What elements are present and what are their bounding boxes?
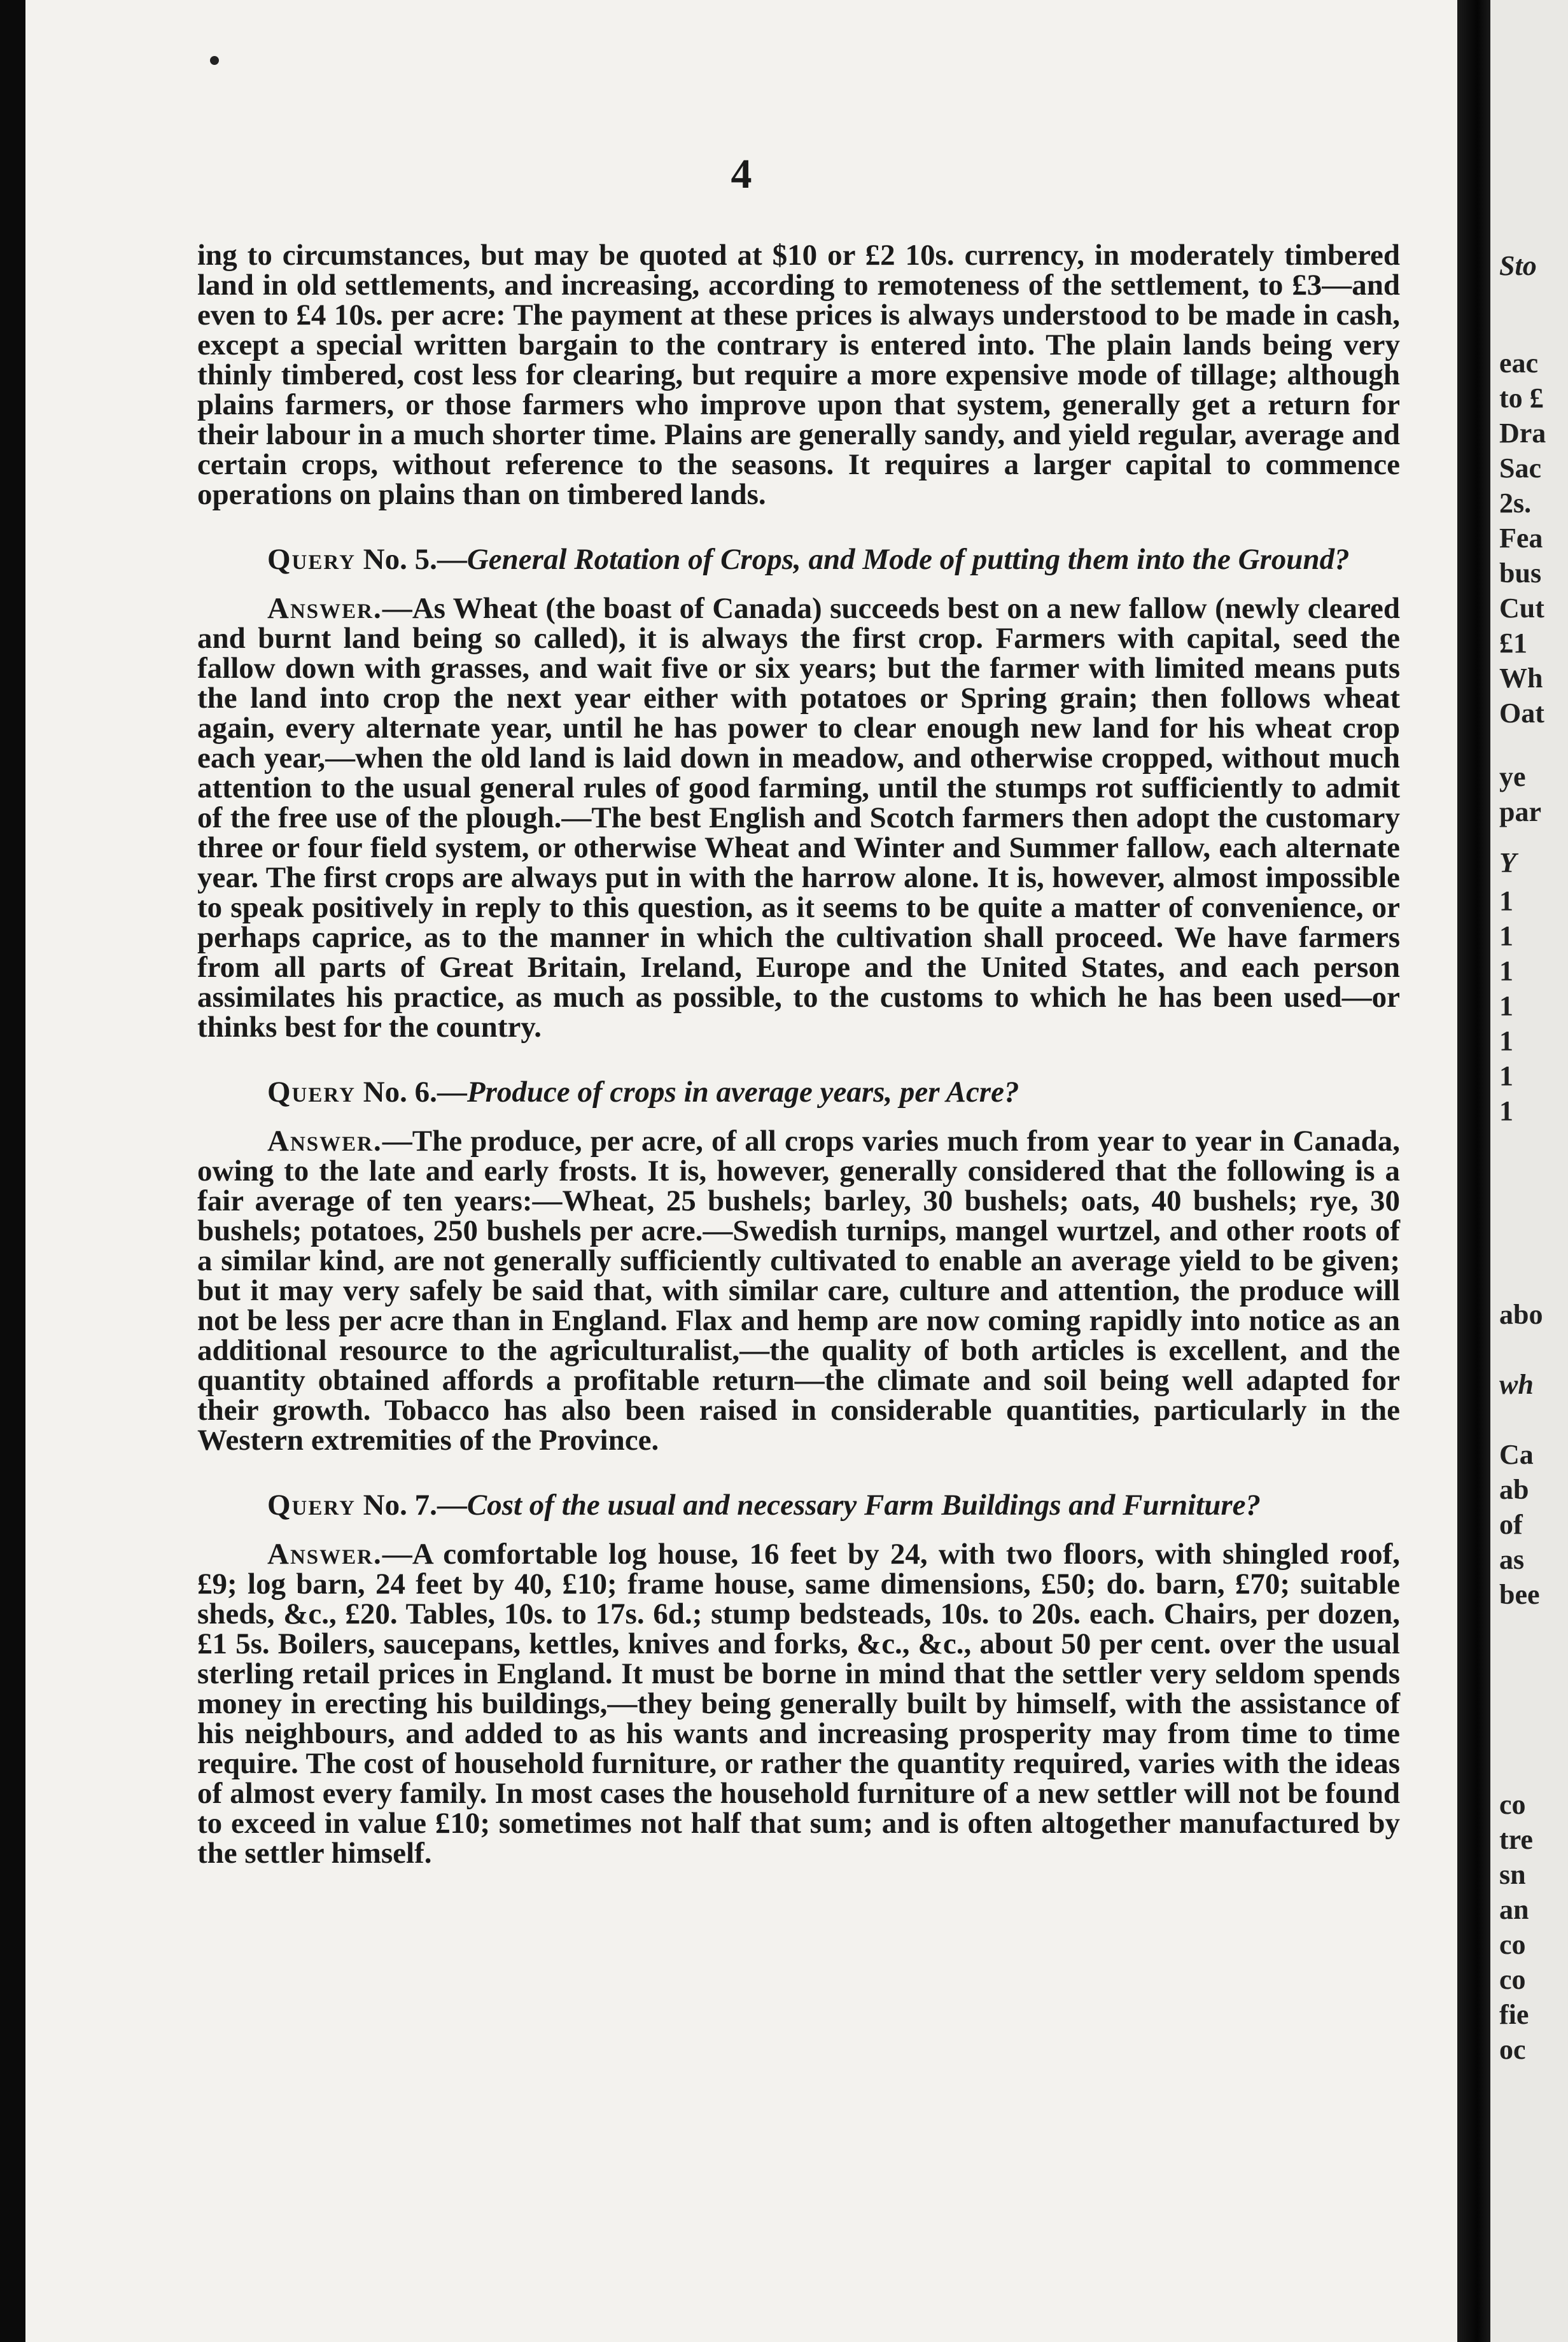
answer-label: Answer. [267, 592, 382, 625]
facing-fragment: 1 [1499, 1060, 1513, 1091]
query-number: No. 7.— [363, 1489, 467, 1522]
facing-fragment: 1 [1499, 1095, 1513, 1126]
facing-fragment: par [1499, 796, 1541, 827]
query-5-answer [197, 594, 1400, 1042]
facing-fragment: ab [1499, 1474, 1529, 1505]
facing-fragment: to £ [1499, 382, 1544, 414]
answer-label: Answer. [267, 1538, 382, 1571]
facing-fragment: Ca [1499, 1439, 1534, 1470]
facing-fragment: Wh [1499, 663, 1543, 694]
query-number: No. 6.— [363, 1076, 467, 1109]
facing-fragment: 2s. [1499, 487, 1532, 519]
facing-fragment: fie [1499, 1999, 1529, 2030]
ink-speck [210, 56, 219, 65]
facing-fragment: oc [1499, 2034, 1526, 2065]
answer-label: Answer. [267, 1125, 382, 1158]
query-7-heading [197, 1490, 1400, 1520]
query-title: General Rotation of Crops, and Mode of putting them into the Ground? [466, 543, 1350, 576]
facing-fragment: Y [1499, 847, 1516, 878]
facing-fragment: bee [1499, 1579, 1540, 1610]
facing-fragment: 1 [1499, 955, 1513, 986]
facing-fragment: ye [1499, 761, 1526, 792]
facing-fragment: 1 [1499, 990, 1513, 1021]
query-title: Cost of the usual and necessary Farm Buildings and Furniture? [466, 1489, 1261, 1522]
document-page [25, 0, 1457, 2342]
facing-fragment: co [1499, 1929, 1526, 1960]
query-label: Query [267, 1076, 356, 1109]
body-text [197, 241, 1400, 1869]
facing-fragment: 1 [1499, 885, 1513, 916]
facing-fragment: Sac [1499, 452, 1541, 484]
facing-fragment: eac [1499, 347, 1539, 379]
facing-fragment: Sto [1499, 250, 1537, 281]
page-number: 4 [731, 151, 752, 197]
facing-page [1490, 0, 1568, 2342]
answer-text: —A comfortable log house, 16 feet by 24, with two floors, with shingled roof, £9; log barn, 24 feet by 40, £10; frame house, same dimensions, £50; do. barn, £70; suitable sheds, &c., £20. Tables, 10s. to 17s. 6d.; stump bedsteads, 10s. to 20s. each. Chairs, per dozen, £1 5s. Boilers, saucepans, kettles, knives and forks, &c., &c., about 50 per cent. over the usual sterling retail prices in England. It must be borne in mind that the settler very seldom spends money in erecting his buildings,—they being generally built by himself, with the assistance of his neighbours, and added to as his wants and increasing prosperity may from time to time require. The cost of household furniture, or rather the quantity required, varies with the ideas of almost every family. In most cases the household furniture of a new settler will not be found to exceed in value £10; sometimes not half that sum; and is often altogether manufactured by the settler himself. [197, 1538, 1400, 1870]
facing-fragment: £1 [1499, 628, 1527, 659]
facing-fragment: of [1499, 1509, 1523, 1540]
facing-fragment: Oat [1499, 698, 1544, 729]
facing-fragment: wh [1499, 1369, 1534, 1400]
facing-fragment: co [1499, 1789, 1526, 1820]
facing-fragment: 1 [1499, 1025, 1513, 1056]
facing-fragment: co [1499, 1964, 1526, 1995]
query-label: Query [267, 1489, 356, 1522]
facing-fragment: Dra [1499, 417, 1546, 449]
facing-fragment: sn [1499, 1859, 1526, 1890]
answer-text: —As Wheat (the boast of Canada) succeeds best on a new fallow (newly cleared and burnt land being so called), it is always the first crop. Farmers with capital, seed the fallow down with grasses, and wait five or six years; but the farmer with limited means puts the land into crop the next year either with potatoes or Spring grain; then follows wheat again, every alternate year, until he has power to clear enough new land for his wheat crop each year,—when the old land is laid down in meadow, and otherwise cropped, without much attention to the usual general rules of good farming, until the stumps rot sufficiently to admit of the free use of the plough.—The best English and Scotch farmers then adopt the customary three or four field system, or otherwise Wheat and Winter and Summer fallow, each alternate year. The first crops are always put in with the harrow alone. It is, however, almost impossible to speak positively in reply to this question, as it seems to be quite a matter of convenience, or perhaps caprice, as to the manner in which the cultivation shall proceed. We have farmers from all parts of Great Britain, Ireland, Europe and the United States, and each person assimilates his practice, as much as possible, to the customs to which he has been used—or thinks best for the country. [197, 592, 1400, 1044]
query-5-heading [197, 545, 1400, 575]
facing-fragment: abo [1499, 1299, 1543, 1330]
scan-border [0, 0, 25, 2342]
facing-fragment: Cut [1499, 593, 1544, 624]
facing-fragment: Fea [1499, 522, 1543, 554]
facing-fragment: tre [1499, 1824, 1533, 1855]
query-7-answer [197, 1539, 1400, 1869]
facing-fragment: an [1499, 1894, 1529, 1925]
query-6-answer [197, 1126, 1400, 1455]
facing-fragment: 1 [1499, 920, 1513, 951]
query-label: Query [267, 543, 356, 576]
book-gutter [1457, 0, 1490, 2342]
facing-fragment: as [1499, 1544, 1525, 1575]
query-6-heading [197, 1077, 1400, 1107]
paragraph-continued: ing to circumstances, but may be quoted at $10 or £2 10s. currency, in moderately timbered land in old settlements, and increasing, according to remoteness of the settlement, to £3—and even to £4 10s. per acre: The payment at these prices is always understood to be made in cash, except a special written bargain to the contrary is entered into. The plain lands being very thinly timbered, cost less for clearing, but require a more expensive mode of tillage; although plains farmers, or those farmers who improve upon that system, generally get a return for their labour in a much shorter time. Plains are generally sandy, and yield regular, average and certain crops, without reference to the seasons. It requires a larger capital to commence operations on plains than on timbered lands. [197, 239, 1400, 511]
facing-fragment: bus [1499, 557, 1542, 589]
query-title: Produce of crops in average years, per Acre? [466, 1076, 1019, 1109]
answer-text: —The produce, per acre, of all crops varies much from year to year in Canada, owing to the late and early frosts. It is, however, generally considered that the following is a fair average of ten years:—Wheat, 25 bushels; barley, 30 bushels; oats, 40 bushels; rye, 30 bushels; potatoes, 250 bushels per acre.—Swedish turnips, mangel wurtzel, and other roots of a similar kind, are not generally sufficiently cultivated to enable an average yield to be given; but it may very safely be said that, with similar care, culture and attention, the produce will not be less per acre than in England. Flax and hemp are now coming rapidly into notice as an additional resource to the agriculturalist,—the quality of both articles is excellent, and the quantity obtained affords a profitable return—the climate and soil being well adapted for their growth. Tobacco has also been raised in considerable quantities, particularly in the Western extremities of the Province. [197, 1125, 1400, 1457]
query-number: No. 5.— [363, 543, 467, 576]
